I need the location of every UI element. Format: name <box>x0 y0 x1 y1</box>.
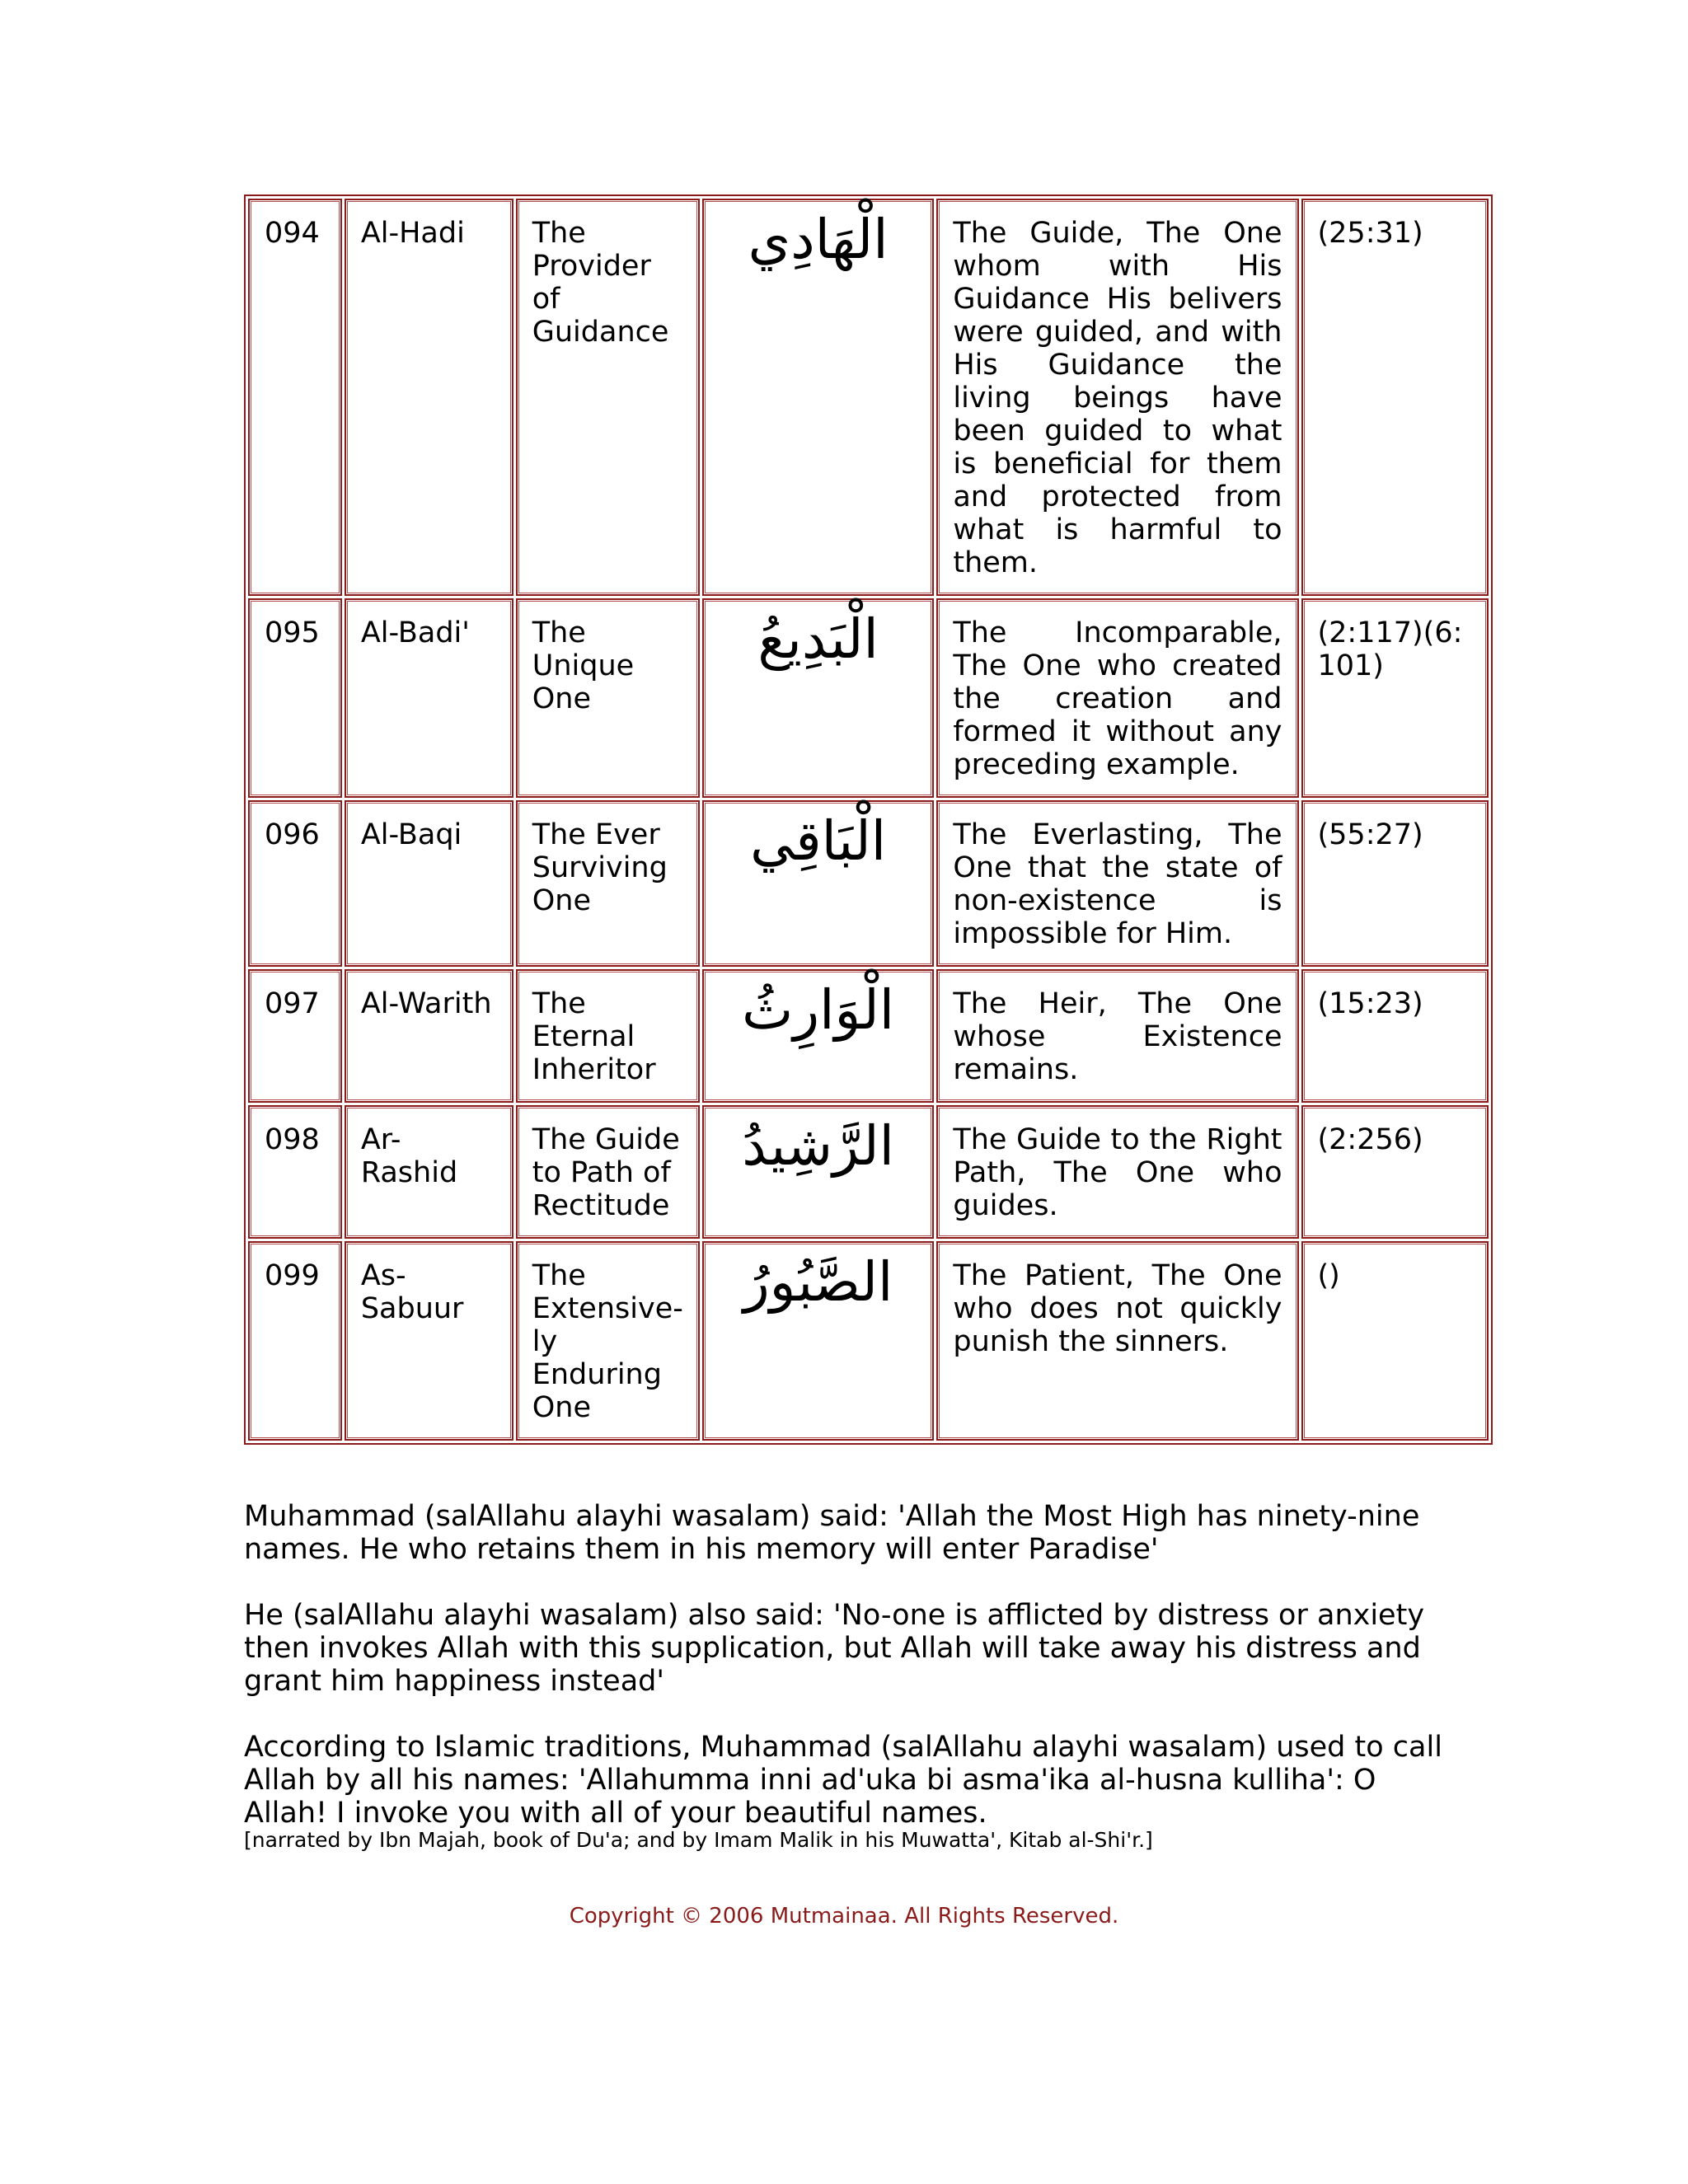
name-arabic: الْوَارِثُ <box>742 978 895 1042</box>
name-arabic: الرَّشِيدُ <box>742 1114 894 1178</box>
name-english: The Unique One <box>516 598 700 798</box>
name-number: 098 <box>248 1105 342 1239</box>
name-reference: (55:27) <box>1301 800 1489 967</box>
name-meaning: The Heir, The One whose Existence remains. <box>936 969 1298 1103</box>
name-transliteration: Al-Warith <box>345 969 513 1103</box>
name-meaning: The Incomparable, The One who created the creation and formed it without any preceding example. <box>936 598 1298 798</box>
name-reference: (2:256) <box>1301 1105 1489 1239</box>
table-row <box>248 1105 1489 1239</box>
name-transliteration: Al-Badi' <box>345 598 513 798</box>
name-arabic: الْبَاقِي <box>750 809 887 873</box>
name-english: The Extensive-ly Enduring One <box>516 1241 700 1441</box>
hadith-paragraph-3: According to Islamic traditions, Muhammad (salAllahu alayhi wasalam) used to call Allah by all his names: 'Allahumma inni ad'uka bi asma'ika al-husna kulliha': O Allah! I invoke you with all of your beautiful names. <box>244 1731 1442 1830</box>
hadith-paragraph-2: He (salAllahu alayhi wasalam) also said: 'No-one is afflicted by distress or anxiety then invokes Allah with this supplication, but Allah will take away his distress and grant him happiness instead' <box>244 1599 1425 1698</box>
name-transliteration: Al-Baqi <box>345 800 513 967</box>
name-number: 094 <box>248 199 342 596</box>
name-meaning: The Patient, The One who does not quickly punish the sinners. <box>936 1241 1298 1441</box>
copyright-notice: Copyright © 2006 Mutmainaa. All Rights Reserved. <box>569 1904 1119 1929</box>
name-arabic: الْبَدِيعُ <box>757 607 879 671</box>
name-reference: (15:23) <box>1301 969 1489 1103</box>
names-table <box>244 194 1493 1445</box>
name-meaning: The Guide to the Right Path, The One who guides. <box>936 1105 1298 1239</box>
name-meaning: The Everlasting, The One that the state of non-existence is impossible for Him. <box>936 800 1298 967</box>
name-arabic: الصَّبُورُ <box>743 1250 893 1314</box>
name-number: 095 <box>248 598 342 798</box>
name-transliteration: As-Sabuur <box>345 1241 513 1441</box>
hadith-paragraph-1: Muhammad (salAllahu alayhi wasalam) said: 'Allah the Most High has ninety-nine names. He who retains them in his memory will enter Paradise' <box>244 1500 1420 1566</box>
table-row <box>248 969 1489 1103</box>
name-arabic-cell <box>702 199 935 596</box>
name-english: The Provider of Guidance <box>516 199 700 596</box>
name-transliteration: Al-Hadi <box>345 199 513 596</box>
name-arabic-cell <box>702 1105 935 1239</box>
name-number: 096 <box>248 800 342 967</box>
table-row <box>248 800 1489 967</box>
table-row <box>248 598 1489 798</box>
name-reference: (25:31) <box>1301 199 1489 596</box>
name-arabic-cell <box>702 1241 935 1441</box>
name-meaning: The Guide, The One whom with His Guidance His belivers were guided, and with His Guidance the living beings have been guided to what is beneficial for them and protected from what is harmful to them. <box>936 199 1298 596</box>
citation: [narrated by Ibn Majah, book of Du'a; and by Imam Malik in his Muwatta', Kitab al-Shi'r.] <box>244 1828 1153 1852</box>
table-row <box>248 199 1489 596</box>
name-arabic-cell <box>702 800 935 967</box>
name-number: 097 <box>248 969 342 1103</box>
table-row <box>248 1241 1489 1441</box>
name-transliteration: Ar-Rashid <box>345 1105 513 1239</box>
name-english: The Guide to Path of Rectitude <box>516 1105 700 1239</box>
name-number: 099 <box>248 1241 342 1441</box>
name-english: The Ever Surviving One <box>516 800 700 967</box>
name-english: The Eternal Inheritor <box>516 969 700 1103</box>
name-reference: () <box>1301 1241 1489 1441</box>
name-arabic-cell <box>702 969 935 1103</box>
name-arabic-cell <box>702 598 935 798</box>
name-reference: (2:117)(6:101) <box>1301 598 1489 798</box>
name-arabic: الْهَادِي <box>748 208 889 271</box>
